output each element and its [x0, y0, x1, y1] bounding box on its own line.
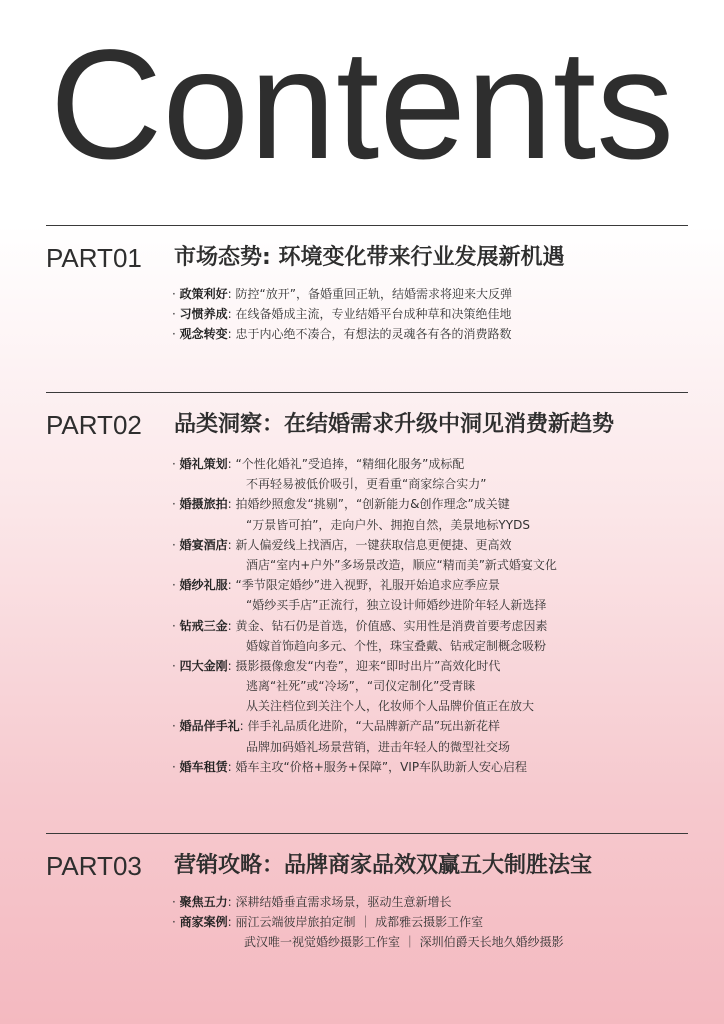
section-heading: 品类洞察：在结婚需求升级中洞见消费新趋势: [174, 412, 615, 437]
item-label: 婚纱礼服: [179, 578, 228, 593]
bullet: ·: [172, 537, 176, 552]
bullet: ·: [172, 497, 176, 512]
bullet: ·: [172, 457, 176, 471]
list-item: [172, 892, 564, 912]
item-list: [172, 454, 557, 777]
item-text: : 黄金、钻石仍是首选，价值感、实用性是消费首要考虑因素: [227, 618, 548, 633]
item-text-continued: 品牌加码婚礼场景营销，进击年轻人的微型社交场: [246, 739, 511, 754]
bullet: ·: [172, 719, 176, 734]
item-label: 婚摄旅拍: [179, 497, 228, 512]
item-text-continued: “万景皆可拍”，走向户外、拥抱自然，美景地标YYDS: [246, 517, 530, 532]
contents-title: Contents: [49, 18, 675, 192]
item-label: 婚车租赁: [179, 759, 228, 774]
item-text: : 深耕结婚垂直需求场景，驱动生意新增长: [227, 895, 452, 909]
item-text: : “个性化婚礼”受追捧，“精细化服务”成标配: [227, 457, 465, 471]
bullet: ·: [172, 618, 176, 633]
item-label: 聚焦五力: [179, 895, 228, 909]
item-label: 习惯养成: [179, 307, 228, 322]
list-item: [172, 324, 512, 344]
section-divider: [46, 225, 688, 226]
bullet: ·: [172, 658, 176, 673]
bullet: ·: [172, 287, 176, 301]
section-heading: 营销攻略：品牌商家品效双赢五大制胜法宝: [174, 853, 593, 878]
bullet: ·: [172, 895, 176, 909]
bullet: ·: [172, 759, 176, 774]
item-label: 政策利好: [179, 287, 228, 301]
list-item: [172, 304, 512, 324]
section-part01: [46, 225, 688, 342]
bullet: ·: [172, 307, 176, 322]
item-text: : 新人偏爱线上找酒店，一键获取信息更便捷、更高效: [227, 537, 512, 552]
item-label: 婚品伴手礼: [179, 719, 240, 734]
item-label: 观念转变: [179, 327, 228, 342]
list-item: [172, 757, 557, 777]
item-text: : 防控“放开”，备婚重回正轨，结婚需求将迎来大反弹: [227, 287, 512, 301]
item-text: : 伴手礼品质化进阶，“大品牌新产品”玩出新花样: [239, 719, 500, 734]
bullet: ·: [172, 578, 176, 593]
item-label: 四大金刚: [179, 658, 228, 673]
section-heading: 市场态势: 环境变化带来行业发展新机遇: [174, 245, 565, 270]
item-label: 商家案例: [179, 915, 228, 930]
section-divider: [46, 392, 688, 393]
item-text: : 拍婚纱照愈发“挑剔”，“创新能力&创作理念”成关键: [227, 497, 510, 512]
list-item: [172, 535, 557, 575]
item-text: : “季节限定婚纱”进入视野，礼服开始追求应季应景: [227, 578, 500, 593]
list-item: [172, 575, 557, 615]
list-item: [172, 454, 557, 494]
item-text: : 丽江云端彼岸旅拍定制 ｜ 成都雅云摄影工作室: [227, 915, 484, 930]
list-item: [172, 912, 564, 952]
list-item: [172, 716, 557, 756]
bullet: ·: [172, 915, 176, 930]
list-item: [172, 656, 557, 717]
item-text: : 在线备婚成主流，专业结婚平台成种草和决策绝佳地: [227, 307, 512, 322]
item-text-continued: 酒店“室内+户外”多场景改造，顺应“精而美”新式婚宴文化: [246, 557, 557, 572]
section-divider: [46, 833, 688, 834]
item-list: [172, 284, 512, 345]
item-text-continued: “婚纱买手店”正流行，独立设计师婚纱进阶年轻人新选择: [246, 598, 547, 613]
item-text: : 摄影摄像愈发“内卷”，迎来“即时出片”高效化时代: [227, 658, 501, 673]
item-text-continued: 武汉唯一视觉婚纱摄影工作室 ｜ 深圳伯爵天长地久婚纱摄影: [244, 935, 564, 950]
item-text-continued: 从关注档位到关注个人，化妆师个人品牌价值正在放大: [246, 699, 535, 714]
section-part03: [46, 833, 688, 950]
item-label: 钻戒三金: [179, 618, 228, 633]
part-number: PART02: [46, 410, 142, 440]
section-part02: [46, 392, 688, 774]
part-number: PART03: [46, 851, 142, 881]
list-item: [172, 494, 557, 534]
item-text-continued: 不再轻易被低价吸引，更看重“商家综合实力”: [246, 477, 487, 492]
section-header: [46, 401, 688, 449]
item-label: 婚礼策划: [179, 457, 228, 471]
part-number: PART01: [46, 243, 142, 273]
item-list: [172, 892, 564, 953]
list-item: [172, 616, 557, 656]
bullet: ·: [172, 327, 176, 342]
section-header: [46, 842, 688, 890]
section-header: [46, 234, 688, 282]
item-label: 婚宴酒店: [179, 537, 228, 552]
list-item: [172, 284, 512, 304]
item-text: : 婚车主攻“价格+服务+保障”，VIP车队助新人安心启程: [227, 759, 528, 774]
item-text-continued: 逃离“社死”或“冷场”，“司仪定制化”受青睐: [246, 679, 476, 694]
item-text-continued: 婚嫁首饰趋向多元、个性，珠宝叠戴、钻戒定制概念吸粉: [246, 638, 547, 653]
item-text: : 忠于内心绝不凑合，有想法的灵魂各有各的消费路数: [227, 327, 512, 342]
